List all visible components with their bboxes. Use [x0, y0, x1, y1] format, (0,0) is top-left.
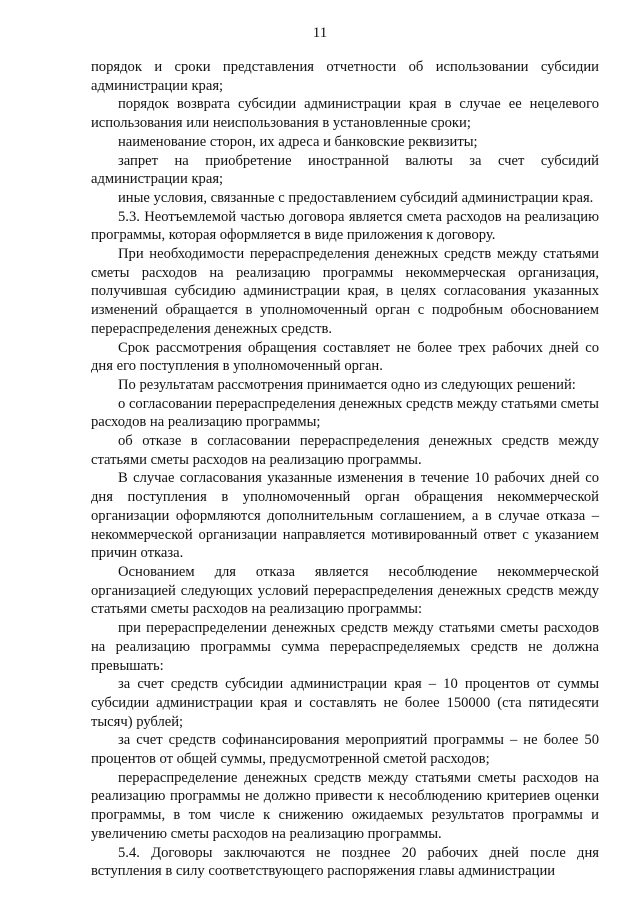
paragraph: порядок и сроки представления отчетности об использовании субсидии администрации края;: [91, 59, 599, 94]
paragraph: перераспределение денежных средств между статьями сметы расходов на реализацию программы не должно привести к несоблюдению критериев оценки программы, в том числе к снижению ожидаемых результатов программы и увеличению сметы расходов на реализацию программы.: [91, 769, 599, 842]
paragraph: при перераспределении денежных средств между статьями сметы расходов на реализацию программы сумма перераспределяемых средств не должна превышать:: [91, 620, 599, 674]
paragraph: о согласовании перераспределения денежных средств между статьями сметы расходов на реализацию программы;: [91, 395, 599, 431]
document-body: [91, 58, 599, 881]
paragraph: Срок рассмотрения обращения составляет не более трех рабочих дней со дня его поступления в уполномоченный орган.: [91, 339, 599, 375]
paragraph: об отказе в согласовании перераспределения денежных средств между статьями сметы расходов на реализацию программы.: [91, 433, 599, 468]
paragraph: По результатам рассмотрения принимается одно из следующих решений:: [118, 376, 576, 393]
paragraph: В случае согласования указанные изменения в течение 10 рабочих дней со дня поступления в уполномоченный орган обращения некоммерческой организации оформляются дополнительным соглашением, а в случае отказа – некоммерческой организации направляется мотивированный ответ с указанием причин отказа.: [91, 470, 599, 562]
paragraph: порядок возврата субсидии администрации края в случае ее нецелевого использования или неиспользования в установленные сроки;: [91, 96, 599, 132]
paragraph: за счет средств субсидии администрации края – 10 процентов от суммы субсидии администрации края и составлять не более 150000 (ста пятидесяти тысяч) рублей;: [91, 676, 599, 730]
paragraph: 5.4. Договоры заключаются не позднее 20 рабочих дней после дня вступления в силу соответствующего распоряжения главы администрации: [91, 844, 599, 880]
paragraph: При необходимости перераспределения денежных средств между статьями сметы расходов на реализацию программы некоммерческая организация, получившая субсидию администрации края, в целях согласования указанных изменений обращается в уполномоченный орган с подробным обоснованием перераспределения денежных средств.: [91, 246, 599, 337]
paragraph: иные условия, связанные с предоставлением субсидий администрации края.: [118, 189, 594, 206]
paragraph: запрет на приобретение иностранной валюты за счет субсидий администрации края;: [91, 152, 599, 188]
paragraph: 5.3. Неотъемлемой частью договора является смета расходов на реализацию программы, которая оформляется в виде приложения к договору.: [91, 208, 599, 244]
page-number: 11: [312, 25, 328, 41]
paragraph: за счет средств софинансирования мероприятий программы – не более 50 процентов от общей суммы, предусмотренной сметой расходов;: [91, 732, 599, 768]
paragraph: наименование сторон, их адреса и банковские реквизиты;: [118, 133, 478, 150]
paragraph: Основанием для отказа является несоблюдение некоммерческой организацией следующих условий перераспределения денежных средств между статьями сметы расходов на реализацию программы:: [91, 563, 599, 618]
